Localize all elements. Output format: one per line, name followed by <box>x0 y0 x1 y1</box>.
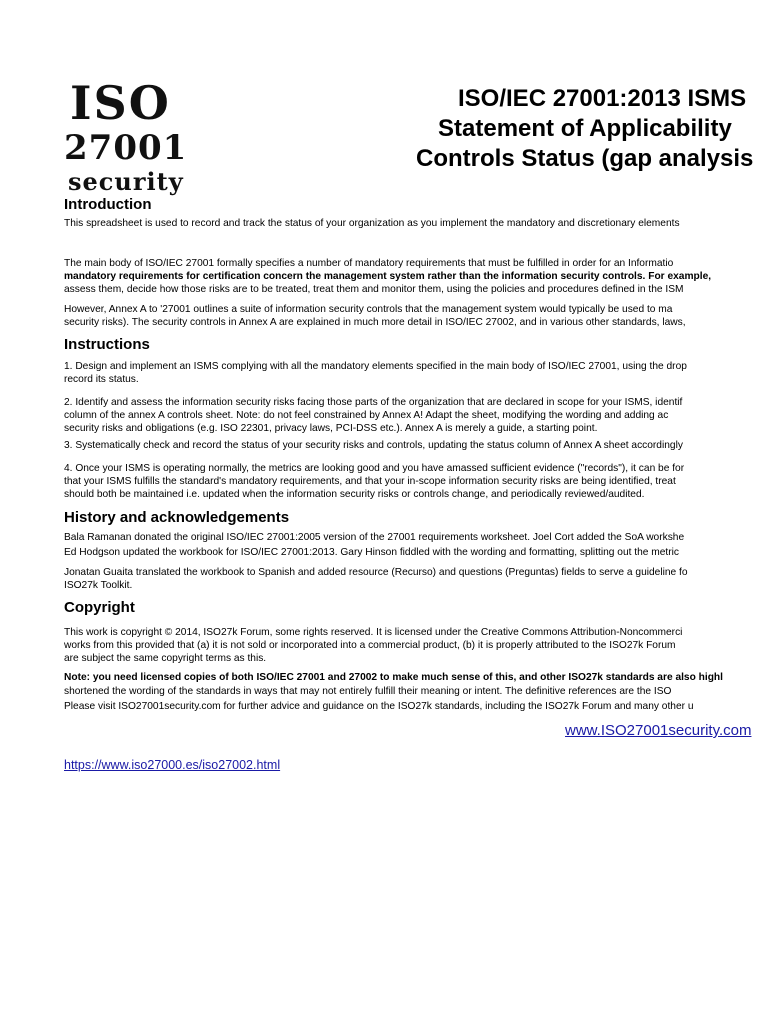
history-heading: History and acknowledgements <box>64 509 290 526</box>
introduction-paragraph-2-line-1: The main body of ISO/IEC 27001 formally specifies a number of mandatory requirements that must be fulfilled in order for an Informatio <box>64 258 674 269</box>
instruction-1-line-2: record its status. <box>64 374 139 385</box>
introduction-paragraph-3-line-2: security risks). The security controls in Annex A are explained in much more detail in ISO/IEC 27002, and in various other standards, laws, <box>64 317 686 328</box>
instruction-4-line-2: that your ISMS fulfills the standard's mandatory requirements, and that your in-scope information security risks are being identified, treat <box>64 476 676 487</box>
copyright-paragraph-2-line-1: Note: you need licensed copies of both ISO/IEC 27001 and 27002 to make much sense of this, and other ISO27k standards are also highl <box>64 672 723 683</box>
title-line-3: Controls Status (gap analysis <box>416 145 754 172</box>
history-paragraph-2-line-2: ISO27k Toolkit. <box>64 580 133 591</box>
logo-line-27001: 27001 <box>64 128 188 168</box>
instruction-2-line-2: column of the annex A controls sheet. Note: do not feel constrained by Annex A! Adapt the sheet, modifying the wording and adding ac <box>64 410 669 421</box>
instruction-1-line-1: 1. Design and implement an ISMS complying with all the mandatory elements specified in the main body of ISO/IEC 27001, using the drop <box>64 361 687 372</box>
introduction-heading: Introduction <box>64 196 152 213</box>
iso27001security-link[interactable]: www.ISO27001security.com <box>565 722 752 739</box>
copyright-paragraph-2-line-3: Please visit ISO27001security.com for further advice and guidance on the ISO27k standards, including the ISO27k Forum and many other u <box>64 701 694 712</box>
instruction-4-line-3: should both be maintained i.e. updated when the information security risks or controls change, and periodically reviewed/audited. <box>64 489 645 500</box>
introduction-paragraph-2-line-2: mandatory requirements for certification concern the management system rather than the information security controls. For example, <box>64 271 712 282</box>
history-paragraph-2-line-1: Jonatan Guaita translated the workbook to Spanish and added resource (Recurso) and questions (Preguntas) fields to serve a guideline fo <box>64 567 688 578</box>
instruction-2-line-3: security risks and obligations (e.g. ISO 22301, privacy laws, PCI-DSS etc.). Annex A is merely a guide, a starting point. <box>64 423 598 434</box>
copyright-paragraph-1-line-1: This work is copyright © 2014, ISO27k Forum, some rights reserved. It is licensed under the Creative Commons Attribution-Noncommerci <box>64 627 683 638</box>
logo-line-security: security <box>68 167 184 196</box>
copyright-heading: Copyright <box>64 599 135 616</box>
introduction-paragraph-2-line-3: assess them, decide how those risks are to be treated, treat them and monitor them, using the policies and procedures defined in the ISM <box>64 284 684 295</box>
copyright-paragraph-1-line-3: are subject the same copyright terms as this. <box>64 653 267 664</box>
introduction-paragraph-1: This spreadsheet is used to record and track the status of your organization as you implement the mandatory and discretionary elements <box>64 218 680 229</box>
title-line-2: Statement of Applicability <box>438 115 732 142</box>
logo-line-iso: ISO <box>70 76 171 130</box>
instructions-heading: Instructions <box>64 336 150 353</box>
iso27001-security-logo <box>64 76 214 200</box>
copyright-paragraph-1-line-2: works from this provided that (a) it is not sold or incorporated into a commercial product, (b) it is properly attributed to the ISO27k Forum <box>64 640 676 651</box>
instruction-4-line-1: 4. Once your ISMS is operating normally, the metrics are looking good and you have amassed sufficient evidence ("records"), it can be for <box>64 463 685 474</box>
history-paragraph-1-line-1: Bala Ramanan donated the original ISO/IEC 27001:2005 version of the 27001 requirements worksheet. Joel Cort added the SoA workshe <box>64 532 685 543</box>
iso27002-url-link[interactable]: https://www.iso27000.es/iso27002.html <box>64 758 281 772</box>
instruction-3: 3. Systematically check and record the status of your security risks and controls, updating the status column of Annex A sheet accordingly <box>64 440 683 451</box>
copyright-paragraph-2-line-2: shortened the wording of the standards in ways that may not entirely fulfill their meaning or intent. The definitive references are the ISO <box>64 686 672 697</box>
history-paragraph-1-line-2: Ed Hodgson updated the workbook for ISO/IEC 27001:2013. Gary Hinson fiddled with the wording and formatting, splitting out the metric <box>64 547 679 558</box>
instruction-2-line-1: 2. Identify and assess the information security risks facing those parts of the organization that are declared in scope for your ISMS, identif <box>64 397 683 408</box>
introduction-paragraph-3-line-1: However, Annex A to '27001 outlines a suite of information security controls that the management system would typically be used to ma <box>64 304 673 315</box>
title-line-1: ISO/IEC 27001:2013 ISMS <box>458 85 747 112</box>
